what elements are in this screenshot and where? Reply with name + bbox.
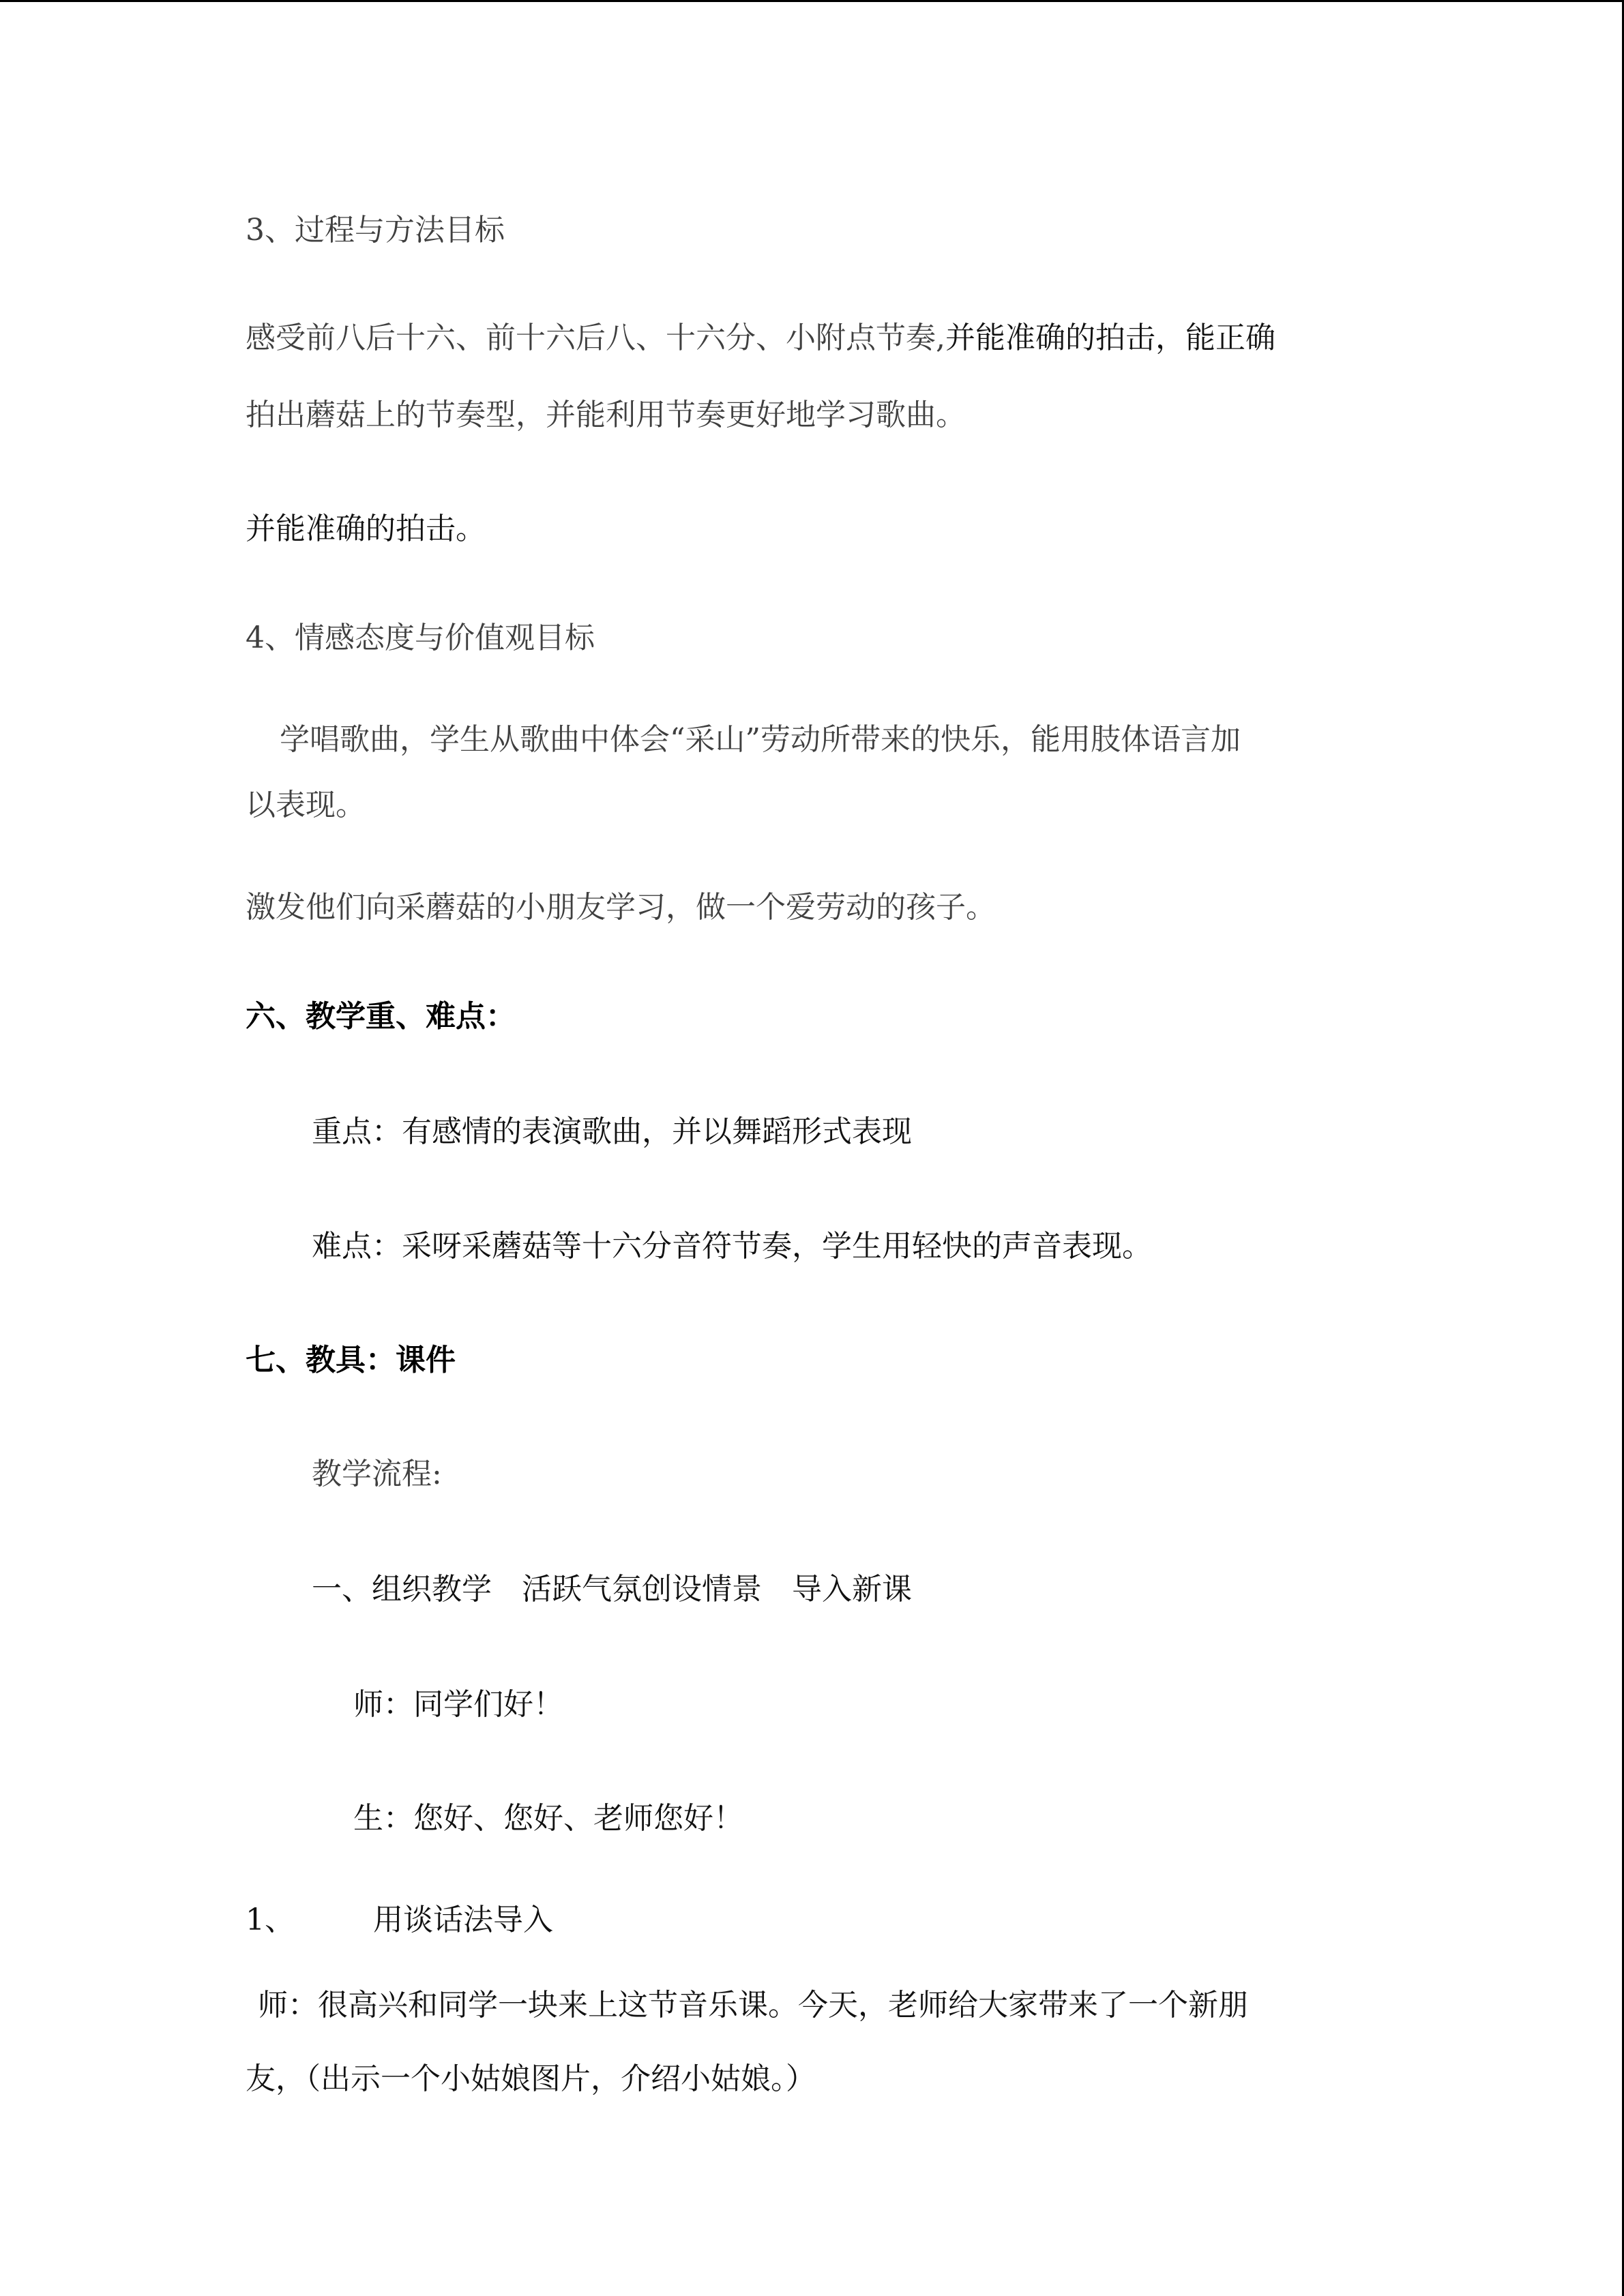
paragraph-emotion-line-2: 以表现。 — [246, 788, 366, 822]
paragraph-clap: 并能准确的拍击。 — [246, 511, 486, 546]
teacher-intro-line-1: 师：很高兴和同学一块来上这节音乐课。今天，老师给大家带来了一个新朋 — [258, 1988, 1248, 2023]
teacher-greeting: 师：同学们好！ — [353, 1687, 563, 1722]
section-heading-teaching-aids: 七、教具：课件 — [246, 1343, 456, 1377]
teaching-flow-label: 教学流程: — [312, 1457, 442, 1491]
section-heading-key-points: 六、教学重、难点： — [246, 999, 516, 1034]
paragraph-emotion-line-1: 学唱歌曲，学生从歌曲中体会“采山”劳动所带来的快乐，能用肢体语言加 — [280, 722, 1241, 757]
list-number: 1、 — [246, 1903, 295, 1937]
student-greeting: 生：您好、您好、老师您好！ — [353, 1801, 743, 1836]
paragraph-rhythm-line-2: 拍出蘑菇上的节奏型，并能利用节奏更好地学习歌曲。 — [246, 398, 966, 432]
rhythm-text: 感受前八后十六、前十六后八、十六分、小附点节奏, — [246, 320, 945, 355]
paragraph-rhythm-line-1 — [246, 319, 1275, 357]
key-point-line: 重点：有感情的表演歌曲，并以舞蹈形式表现 — [312, 1114, 912, 1149]
rhythm-emphasis: 并能准确的拍击，能正确 — [945, 320, 1275, 355]
list-item-text: 用谈话法导入 — [373, 1903, 553, 1937]
difficult-point-line: 难点：采呀采蘑菇等十六分音符节奏，学生用轻快的声音表现。 — [312, 1229, 1152, 1264]
paragraph-inspire: 激发他们向采蘑菇的小朋友学习，做一个爱劳动的孩子。 — [246, 890, 996, 925]
flow-step-one: 一、组织教学 活跃气氛创设情景 导入新课 — [312, 1572, 912, 1607]
teacher-intro-line-2: 友，（出示一个小姑娘图片，介绍小姑娘。） — [246, 2061, 816, 2096]
section-heading-emotion: 4、情感态度与价值观目标 — [246, 621, 595, 655]
section-heading-process-method: 3、过程与方法目标 — [246, 213, 505, 248]
list-item-talk-intro — [246, 1901, 553, 1939]
